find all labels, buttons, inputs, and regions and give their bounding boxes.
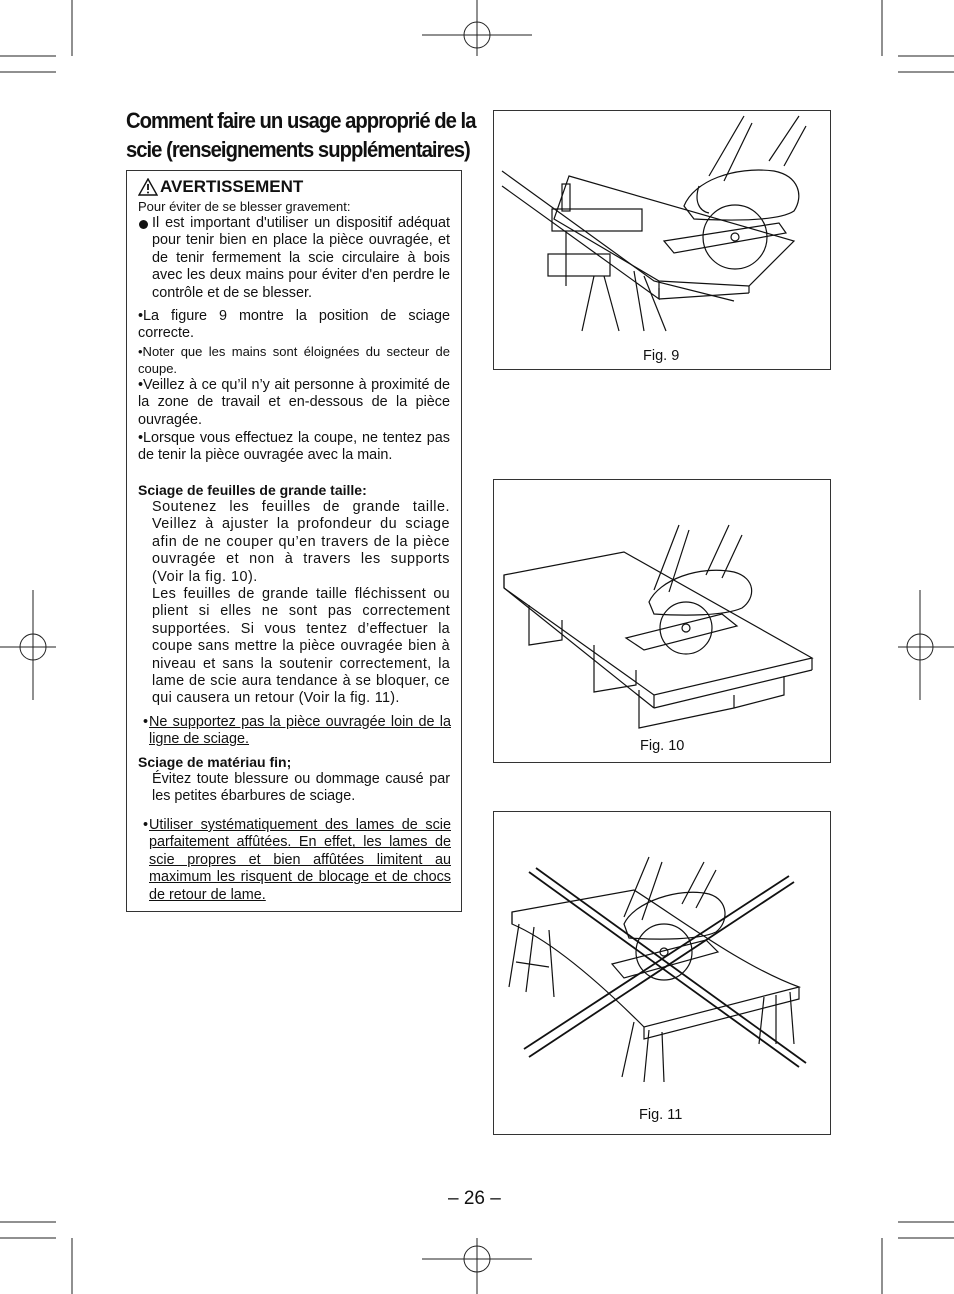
bullet-mark: •	[143, 714, 149, 730]
bullet-mark: •	[143, 817, 149, 833]
title-line-2: scie (renseignements supplémentaires)	[126, 137, 470, 162]
warning-triangle-icon	[138, 178, 158, 196]
note-1: •La figure 9 montre la position de sciage correcte.	[138, 308, 450, 342]
large-sheets-p1: Soutenez les feuilles de grande taille. Veillez à ajuster la profondeur du sciage afin de ne couper qu’en travers de la pièce ouvragée et non à travers les supports (Voir la fig. 10).	[152, 499, 450, 585]
note-2: •Noter que les mains sont éloignées du secteur de coupe.	[138, 344, 450, 377]
fine-material-heading: Sciage de matériau fin;	[138, 754, 292, 770]
page-number: – 26 –	[448, 1188, 501, 1209]
figure-10-large-sheet-illustration	[494, 480, 830, 735]
note-3: •Veillez à ce qu’il n’y ait personne à proximité de la zone de travail et en-dessous de la pièce ouvragée.	[138, 377, 450, 428]
note-4: •Lorsque vous effectuez la coupe, ne tentez pas de tenir la pièce ouvragée avec la main.	[138, 430, 450, 464]
warning-bullet-1: Il est important d'utiliser un dispositif adéquat pour tenir bien en place la pièce ouvragée, et de tenir fermement la scie circulaire à bois avec les deux mains pour éviter d'en perdre le contrôle et de se blesser.	[152, 215, 450, 301]
fine-material-p1: Évitez toute blessure ou dommage causé par les petites ébarbures de sciage.	[152, 771, 450, 805]
large-sheets-p2: Les feuilles de grande taille fléchissent ou plient si elles ne sont pas correctement supportées. Si vous tentez d’effectuer la coupe sans mettre la pièce ouvragée bien à niveau et sans la soutenir correctement, la lame de scie aura tendance à se bloquer, ce qui causera un retour (Voir la fig. 11).	[152, 586, 450, 707]
figure-9-caption: Fig. 9	[643, 348, 680, 364]
figure-9-saw-clamp-illustration	[494, 111, 830, 343]
large-sheets-heading: Sciage de feuilles de grande taille:	[138, 482, 367, 498]
title-line-1: Comment faire un usage approprié de la	[126, 108, 476, 133]
page-title	[126, 106, 476, 164]
figure-10-caption: Fig. 10	[640, 738, 685, 754]
warning-intro: Pour éviter de se blesser gravement:	[138, 199, 351, 214]
large-sheets-warning: Ne supportez pas la pièce ouvragée loin de la ligne de sciage.	[149, 714, 451, 748]
figure-11-incorrect-support-illustration	[494, 812, 830, 1102]
warning-heading: AVERTISSEMENT	[160, 177, 304, 196]
figure-11-caption: Fig. 11	[639, 1107, 683, 1123]
fine-material-warning: Utiliser systématiquement des lames de scie parfaitement affûtées. En effet, les lames de scie propres et bien affûtées limitent au maximum les risquent de blocage et de chocs de retour de lame.	[149, 817, 451, 903]
bullet-dot-icon	[139, 220, 148, 229]
